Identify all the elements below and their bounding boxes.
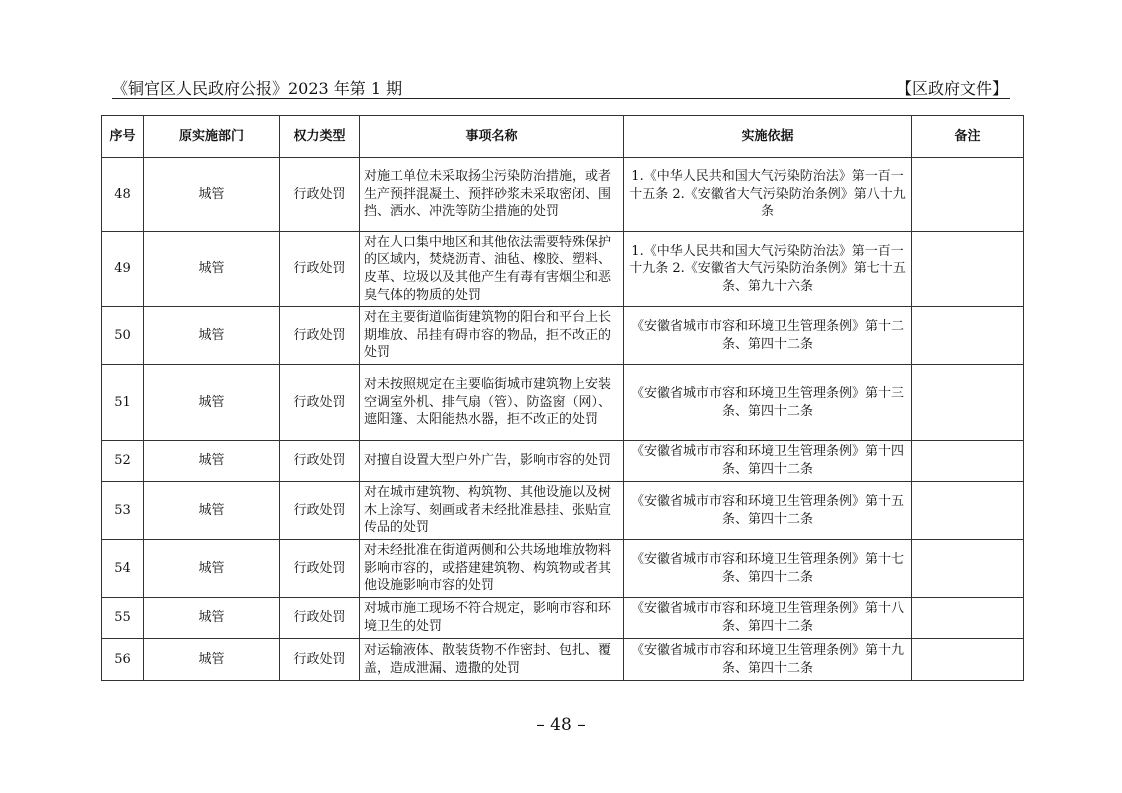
cell-number: 53 [102, 482, 144, 540]
cell-power-type: 行政处罚 [280, 158, 360, 232]
table-row [102, 365, 1024, 441]
table-row [102, 540, 1024, 598]
cell-department: 城管 [144, 482, 280, 540]
cell-number: 55 [102, 598, 144, 639]
cell-basis: 《安徽省城市市容和环境卫生管理条例》第十九条、第四十二条 [624, 639, 912, 681]
cell-department: 城管 [144, 232, 280, 307]
cell-remarks [912, 639, 1024, 681]
cell-power-type: 行政处罚 [280, 540, 360, 598]
cell-item-name: 对在城市建筑物、构筑物、其他设施以及树木上涂写、刻画或者未经批准悬挂、张贴宣传品的处罚 [360, 482, 624, 540]
cell-basis: 《安徽省城市市容和环境卫生管理条例》第十七条、第四十二条 [624, 540, 912, 598]
cell-department: 城管 [144, 365, 280, 441]
cell-basis: 《安徽省城市市容和环境卫生管理条例》第十八条、第四十二条 [624, 598, 912, 639]
table-row [102, 482, 1024, 540]
cell-remarks [912, 482, 1024, 540]
cell-number: 52 [102, 441, 144, 482]
cell-power-type: 行政处罚 [280, 441, 360, 482]
power-items-table [101, 115, 1024, 681]
cell-basis: 《安徽省城市市容和环境卫生管理条例》第十三条、第四十二条 [624, 365, 912, 441]
cell-power-type: 行政处罚 [280, 598, 360, 639]
cell-power-type: 行政处罚 [280, 365, 360, 441]
cell-remarks [912, 307, 1024, 365]
cell-number: 51 [102, 365, 144, 441]
table-row [102, 598, 1024, 639]
cell-power-type: 行政处罚 [280, 307, 360, 365]
cell-basis: 1.《中华人民共和国大气污染防治法》第一百一十五条 2.《安徽省大气污染防治条例》第八十九条 [624, 158, 912, 232]
table-row [102, 307, 1024, 365]
cell-remarks [912, 540, 1024, 598]
cell-department: 城管 [144, 540, 280, 598]
cell-number: 56 [102, 639, 144, 681]
page-number: – 48 – [536, 715, 586, 735]
table-row [102, 158, 1024, 232]
cell-number: 50 [102, 307, 144, 365]
table-header-row [102, 116, 1024, 158]
table-row [102, 232, 1024, 307]
header-divider [112, 98, 1010, 99]
bulletin-title: 《铜官区人民政府公报》2023 年第 1 期 [112, 79, 403, 98]
cell-department: 城管 [144, 441, 280, 482]
cell-item-name: 对施工单位未采取扬尘污染防治措施，或者生产预拌混凝土、预拌砂浆未采取密闭、围挡、洒水、冲洗等防尘措施的处罚 [360, 158, 624, 232]
cell-department: 城管 [144, 598, 280, 639]
cell-department: 城管 [144, 639, 280, 681]
cell-item-name: 对擅自设置大型户外广告，影响市容的处罚 [360, 441, 624, 482]
cell-item-name: 对在人口集中地区和其他依法需要特殊保护的区域内，焚烧沥青、油毡、橡胶、塑料、皮革、垃圾以及其他产生有毒有害烟尘和恶臭气体的物质的处罚 [360, 232, 624, 307]
cell-number: 54 [102, 540, 144, 598]
cell-power-type: 行政处罚 [280, 232, 360, 307]
cell-remarks [912, 232, 1024, 307]
cell-power-type: 行政处罚 [280, 482, 360, 540]
cell-remarks [912, 598, 1024, 639]
col-header-basis: 实施依据 [624, 116, 912, 158]
col-header-remarks: 备注 [912, 116, 1024, 158]
table-row [102, 639, 1024, 681]
cell-basis: 《安徽省城市市容和环境卫生管理条例》第十五条、第四十二条 [624, 482, 912, 540]
cell-item-name: 对城市施工现场不符合规定，影响市容和环境卫生的处罚 [360, 598, 624, 639]
cell-basis: 《安徽省城市市容和环境卫生管理条例》第十四条、第四十二条 [624, 441, 912, 482]
cell-department: 城管 [144, 158, 280, 232]
col-header-department: 原实施部门 [144, 116, 280, 158]
cell-item-name: 对在主要街道临街建筑物的阳台和平台上长期堆放、吊挂有碍市容的物品，拒不改正的处罚 [360, 307, 624, 365]
cell-remarks [912, 158, 1024, 232]
cell-power-type: 行政处罚 [280, 639, 360, 681]
table-row [102, 441, 1024, 482]
cell-number: 49 [102, 232, 144, 307]
cell-basis: 《安徽省城市市容和环境卫生管理条例》第十二条、第四十二条 [624, 307, 912, 365]
col-header-item-name: 事项名称 [360, 116, 624, 158]
cell-basis: 1.《中华人民共和国大气污染防治法》第一百一十九条 2.《安徽省大气污染防治条例》第七十五条、第九十六条 [624, 232, 912, 307]
cell-item-name: 对运输液体、散装货物不作密封、包扎、覆盖，造成泄漏、遗撒的处罚 [360, 639, 624, 681]
cell-number: 48 [102, 158, 144, 232]
cell-item-name: 对未按照规定在主要临街城市建筑物上安装空调室外机、排气扇（管）、防盗窗（网）、遮阳篷、太阳能热水器，拒不改正的处罚 [360, 365, 624, 441]
col-header-number: 序号 [102, 116, 144, 158]
cell-item-name: 对未经批准在街道两侧和公共场地堆放物料影响市容的，或搭建建筑物、构筑物或者其他设施影响市容的处罚 [360, 540, 624, 598]
col-header-power-type: 权力类型 [280, 116, 360, 158]
cell-remarks [912, 441, 1024, 482]
section-label: 【区政府文件】 [895, 79, 1008, 98]
cell-department: 城管 [144, 307, 280, 365]
cell-remarks [912, 365, 1024, 441]
